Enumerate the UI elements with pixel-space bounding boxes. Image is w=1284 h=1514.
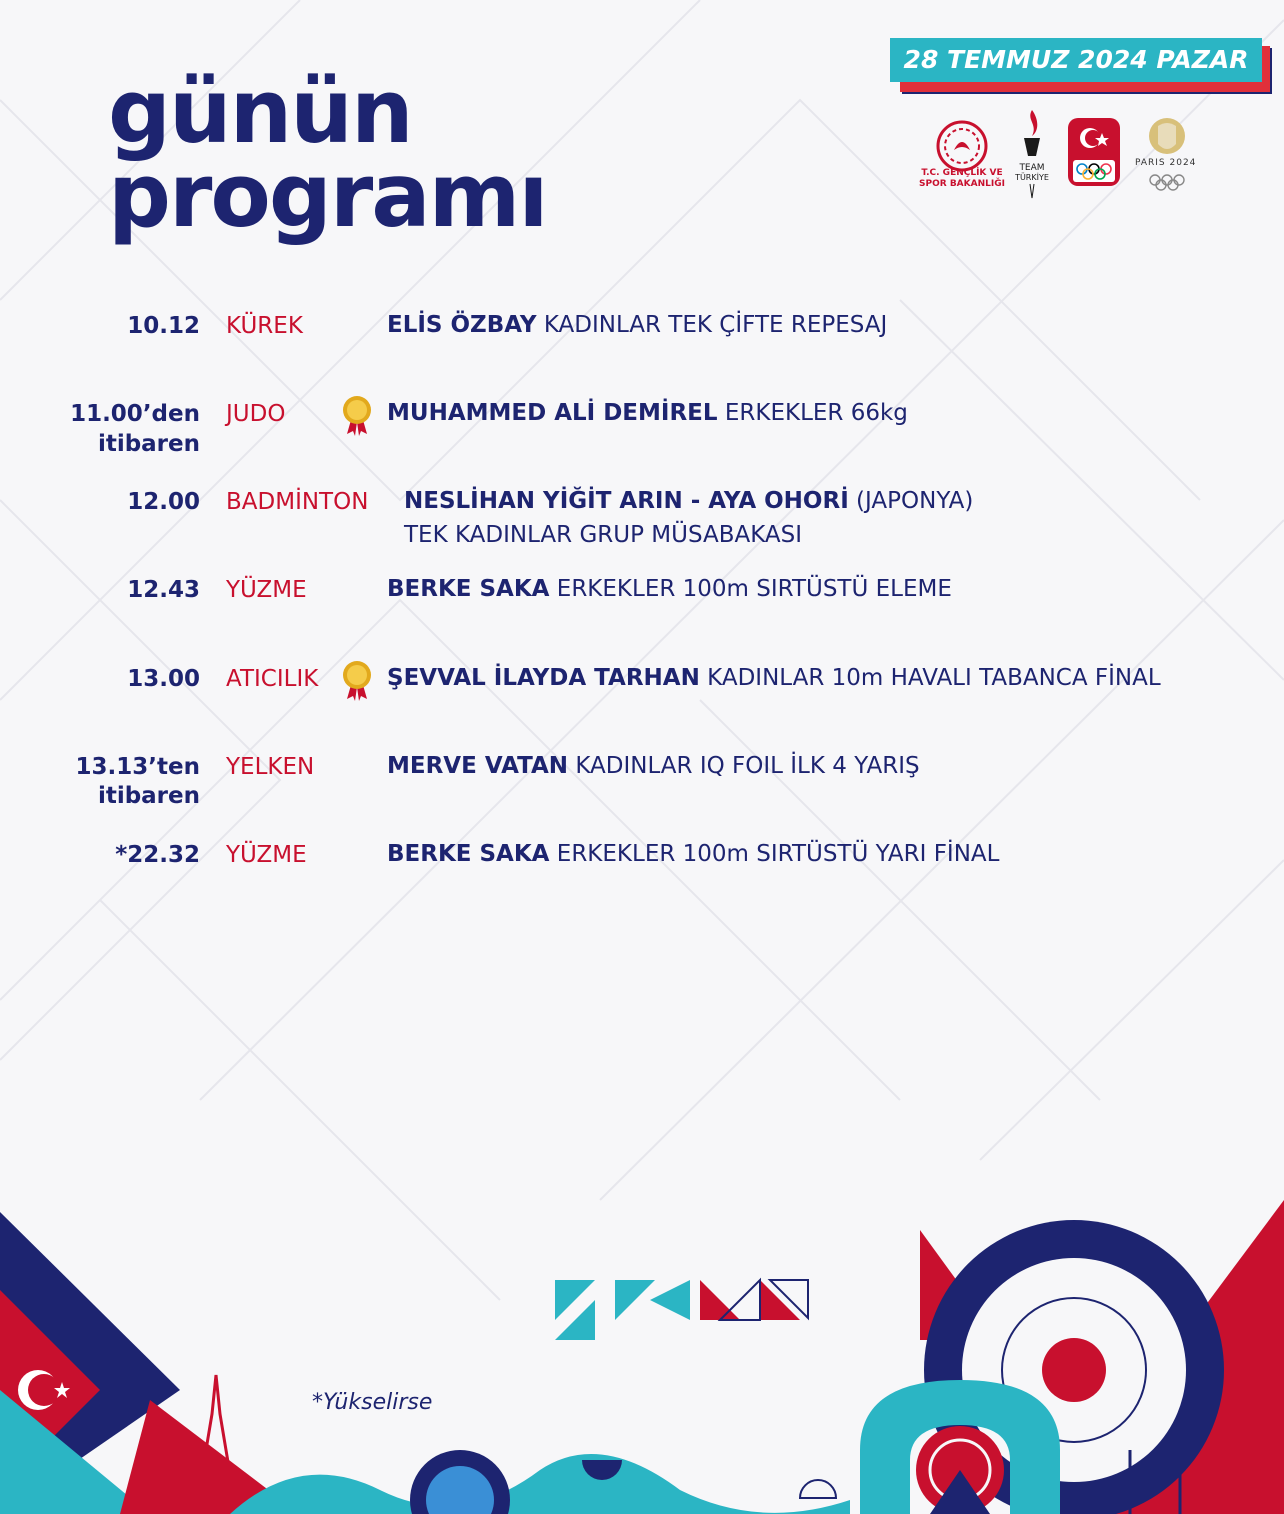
page-title — [108, 60, 547, 247]
title-line-2: programı — [108, 144, 547, 247]
medal-icon — [341, 659, 373, 701]
turkish-olympic-committee-logo — [1066, 116, 1122, 190]
event-time: 12.00 — [127, 489, 200, 515]
title-line-1: günün — [108, 60, 412, 163]
event-time-qualifier: itibaren — [97, 783, 200, 809]
event-detail: ERKEKLER 66kg — [717, 400, 908, 426]
sport-name: YÜZME — [226, 842, 307, 868]
event-detail: ERKEKLER 100m SIRTÜSTÜ YARI FİNAL — [549, 841, 1000, 867]
athlete-name: NESLİHAN YİĞİT ARIN - AYA OHORİ — [404, 488, 849, 514]
paris-caption: PARIS 2024 — [1135, 158, 1197, 168]
team-turkiye-torch-logo — [1012, 108, 1052, 200]
ministry-caption-2: SPOR BAKANLIĞI — [919, 179, 1005, 189]
date-banner — [890, 38, 1284, 82]
sport-name: BADMİNTON — [226, 489, 369, 515]
paris-2024-logo — [1132, 114, 1202, 198]
svg-text:TEAM: TEAM — [1019, 163, 1045, 173]
sport-name: ATICILIK — [226, 666, 319, 692]
event-detail: KADINLAR IQ FOIL İLK 4 YARIŞ — [568, 753, 920, 779]
event-description — [387, 573, 952, 606]
svg-text:TÜRKİYE: TÜRKİYE — [1015, 173, 1049, 182]
event-description — [387, 838, 999, 871]
ministry-logo — [932, 116, 992, 176]
event-time: 13.13’ten — [75, 754, 200, 780]
sport-name: YELKEN — [226, 754, 315, 780]
event-description-line-2: TEK KADINLAR GRUP MÜSABAKASI — [404, 522, 803, 548]
event-time: 12.43 — [127, 577, 200, 603]
event-detail: ERKEKLER 100m SIRTÜSTÜ ELEME — [549, 576, 952, 602]
athlete-name: MUHAMMED ALİ DEMİREL — [387, 400, 718, 426]
athlete-name: ELİS ÖZBAY — [387, 312, 537, 338]
athlete-name: ŞEVVAL İLAYDA TARHAN — [387, 665, 700, 691]
decorative-footer-artwork — [0, 1200, 1284, 1514]
event-detail: KADINLAR 10m HAVALI TABANCA FİNAL — [699, 665, 1161, 691]
sport-name: KÜREK — [226, 313, 303, 339]
event-time: 10.12 — [127, 313, 200, 339]
event-time: 13.00 — [127, 666, 200, 692]
date-label: 28 TEMMUZ 2024 PAZAR — [890, 38, 1262, 82]
event-description — [387, 750, 920, 783]
event-time: *22.32 — [115, 842, 200, 868]
event-description — [387, 309, 887, 342]
ministry-caption-1: T.C. GENÇLİK VE — [921, 168, 1003, 178]
footnote: *Yükselirse — [312, 1390, 433, 1415]
sport-name: YÜZME — [226, 577, 307, 603]
event-description — [387, 397, 908, 430]
event-detail: KADINLAR TEK ÇİFTE REPESAJ — [536, 312, 888, 338]
event-description — [404, 485, 973, 518]
event-time: 11.00’den — [70, 401, 200, 427]
athlete-name: MERVE VATAN — [387, 753, 569, 779]
event-time-qualifier: itibaren — [97, 431, 200, 457]
medal-icon — [341, 394, 373, 436]
event-description — [387, 662, 1161, 695]
athlete-name: BERKE SAKA — [387, 576, 550, 602]
sponsor-logos — [920, 108, 1210, 208]
sport-name: JUDO — [226, 401, 286, 427]
event-detail: (JAPONYA) — [848, 488, 974, 514]
athlete-name: BERKE SAKA — [387, 841, 550, 867]
